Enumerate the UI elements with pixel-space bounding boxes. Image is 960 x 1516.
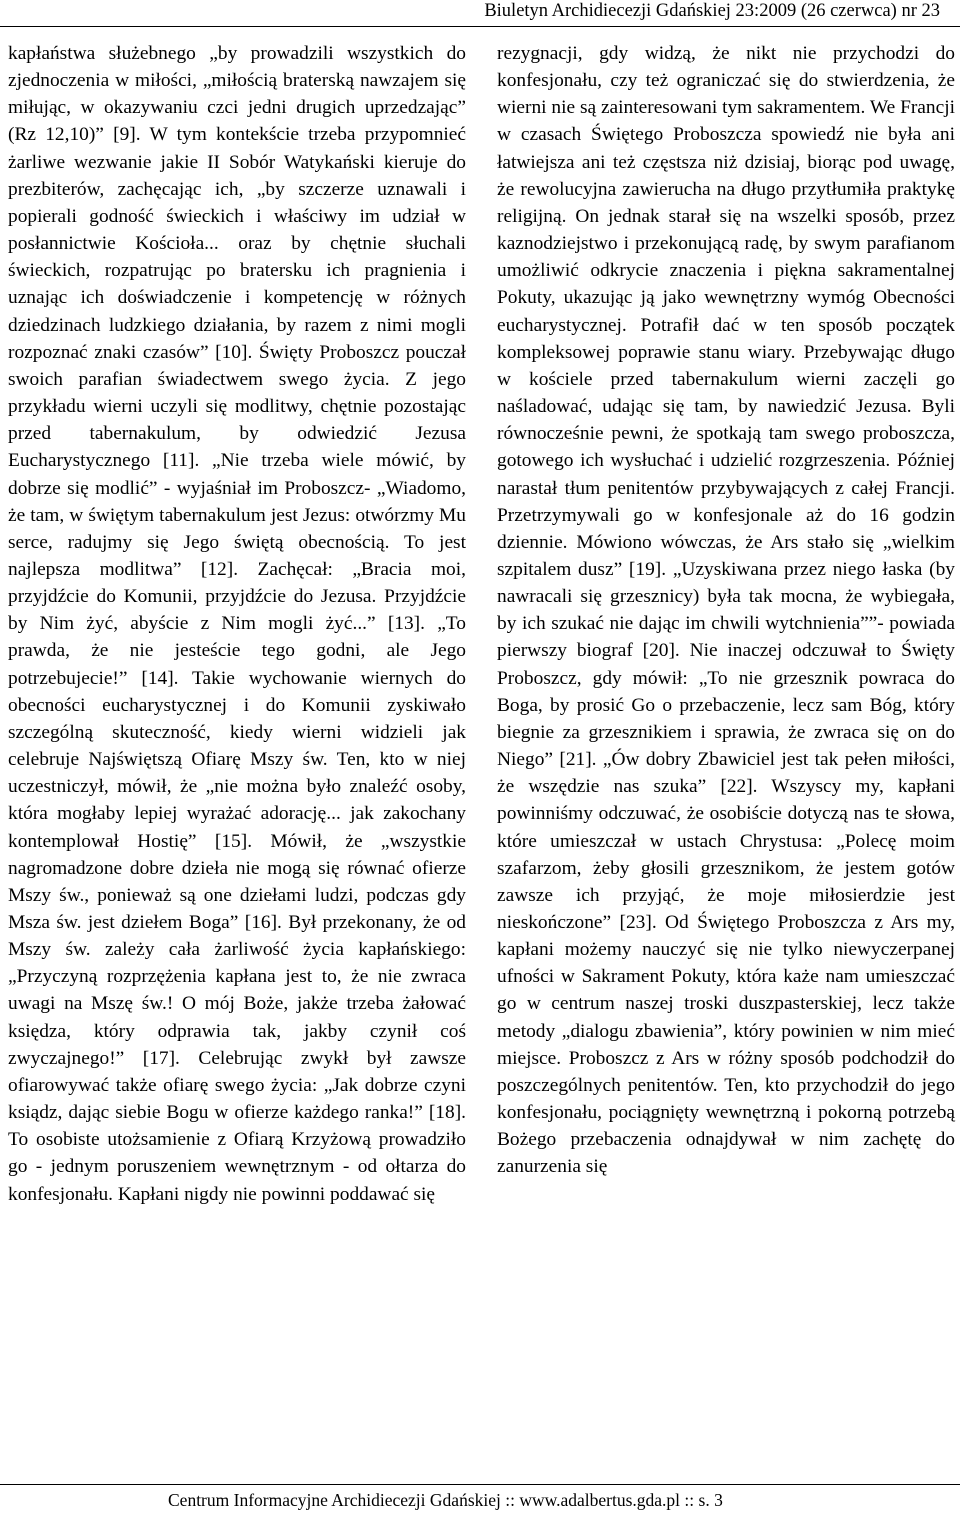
- right-column-text: rezygnacji, gdy widzą, że nikt nie przychodzi do konfesjonału, czy też ograniczać się do stwierdzenia, że wierni nie są zainteresowani tym sakramentem. We Francji w czasach Świętego Proboszcza spowiedź nie była ani łatwiejsza ani też częstsza niż dzisiaj, biorąc pod uwagę, że rewolucyjna zawierucha na długo przytłumiła praktykę religijną. On jednak starał się na wszelki sposób, przez kaznodziejstwo i przekonującą radę, by swym parafianom umożliwić odkrycie znaczenia i piękna sakramentalnej Pokuty, ukazując ją jako wewnętrzny wymóg Obecności eucharystycznej. Potrafił dać w ten sposób początek kompleksowej poprawie stanu wiary. Przebywając długo w kościele przed tabernakulum wierni zaczęli go naśladować, udając się tam, by nawiedzić Jezusa. Byli równocześnie pewni, że spotkają tam swego proboszcza, gotowego ich wysłuchać i udzielić rozgrzeszenia. Później narastał tłum penitentów przybywających z całej Francji. Przetrzymywali go w konfesjonale aż do 16 godzin dziennie. Mówiono wówczas, że Ars stało się „wielkim szpitalem dusz” [19]. „Uzyskiwana przez niego łaska (by nawracali się grzesznicy) była tak mocna, że wybiegała, by ich szukać nie dając im chwili wytchnienia””- powiada pierwszy biograf [20]. Nie inaczej odczuwał to Święty Proboszcz, gdy mówił: „To nie grzesznik powraca do Boga, by prosić Go o przebaczenie, lecz sam Bóg, który biegnie za grzesznikiem i sprawia, że zwraca się on do Niego” [21]. „Ów dobry Zbawiciel jest tak pełen miłości, że wszędzie nas szuka” [22]. Wszyscy my, kapłani powinniśmy odczuwać, że osobiście dotyczą nas te słowa, które umieszczał w ustach Chrystusa: „Polecę moim szafarzom, żeby głosili grzesznikom, że jestem gotów zawsze ich przyjąć, że moje miłosierdzie jest nieskończone” [23]. Od Świętego Proboszcza z Ars my, kapłani możemy nauczyć się nie tylko niewyczerpanej ufności w Sakrament Pokuty, która każe nam umieszczać go w centrum naszej troski duszpasterskiej, lecz także metody „dialogu zbawienia”, który powinien w nim mieć miejsce. Proboszcz z Ars w różny sposób podchodził do poszczególnych penitentów. Ten, kto przychodził do jego konfesjonału, pociągnięty wewnętrzną i pokorną potrzebą Bożego przebaczenia odnajdywał w nim zachętę do zanurzenia się: [497, 43, 955, 1178]
- right-column: [497, 40, 955, 1181]
- footer-divider: [0, 1484, 960, 1485]
- left-column-text: kapłaństwa służebnego „by prowadzili wszystkich do zjednoczenia w miłości, „miłością braterską nawzajem się miłując, w okazywaniu czci jedni drugich uprzedzając” (Rz 12,10)” [9]. W tym kontekście trzeba przypomnieć żarliwe wezwanie jakie II Sobór Watykański kieruje do prezbiterów, zachęcając ich, „by szczerze uznawali i popierali godność świeckich i właściwy im udział w posłannictwie Kościoła... oraz by chętnie słuchali świeckich, rozpatrując po bratersku ich pragnienia i uznając ich doświadczenie i kompetencję w różnych dziedzinach ludzkiego działania, by razem z nimi mogli rozpoznać znaki czasów” [10]. Święty Proboszcz pouczał swoich parafian świadectwem swego życia. Z jego przykładu wierni uczyli się modlitwy, chętnie pozostając przed tabernakulum, by odwiedzić Jezusa Eucharystycznego [11]. „Nie trzeba wiele mówić, by dobrze się modlić” - wyjaśniał im Proboszcz- „Wiadomo, że tam, w świętym tabernakulum jest Jezus: otwórzmy Mu serce, radujmy się Jego świętą obecnością. To jest najlepsza modlitwa” [12]. Zachęcał: „Bracia moi, przyjdźcie do Komunii, przyjdźcie do Jezusa. Przyjdźcie by Nim żyć, abyście z Nim mogli żyć...” [13]. „To prawda, że nie jesteście tego godni, ale Jego potrzebujecie!” [14]. Takie wychowanie wiernych do obecności eucharystycznej i do Komunii zyskiwało szczególną skuteczność, kiedy wierni widzieli jak celebruje Najświętszą Ofiarę Mszy św. Ten, kto w niej uczestniczył, mówił, że „nie można było znaleźć osoby, która mogłaby lepiej wyrażać adorację... jak zakochany kontemplował Hostię” [15]. Mówił, że „wszystkie nagromadzone dobre dzieła nie mogą się równać ofierze Mszy św., ponieważ są one dziełami ludzi, podczas gdy Msza św. jest dziełem Boga” [16]. Był przekonany, że od Mszy św. zależy cała żarliwość życia kapłańskiego: „Przyczyną rozprzężenia kapłana jest to, że nie zwraca uwagi na Mszę św.! O mój Boże, jakże trzeba żałować księdza, który odprawia tak, jakby czynił coś zwyczajnego!” [17]. Celebrując zwykł był zawsze ofiarowywać także ofiarę swego życia: „Jak dobrze czyni ksiądz, dając siebie Bogu w ofierze każdego ranka!” [18]. To osobiste utożsamienie z Ofiarą Krzyżową prowadziło go - jednym poruszeniem wewnętrznym - od ołtarza do konfesjonału. Kapłani nigdy nie powinni poddawać się: [8, 43, 466, 1205]
- left-column: [8, 40, 466, 1208]
- header-divider: [0, 26, 960, 27]
- header-title: Biuletyn Archidiecezji Gdańskiej 23:2009 (26 czerwca) nr 23: [484, 1, 940, 21]
- page-header: [0, 0, 960, 24]
- page-footer: Centrum Informacyjne Archidiecezji Gdańskiej :: www.adalbertus.gda.pl :: s. 3: [168, 1490, 723, 1510]
